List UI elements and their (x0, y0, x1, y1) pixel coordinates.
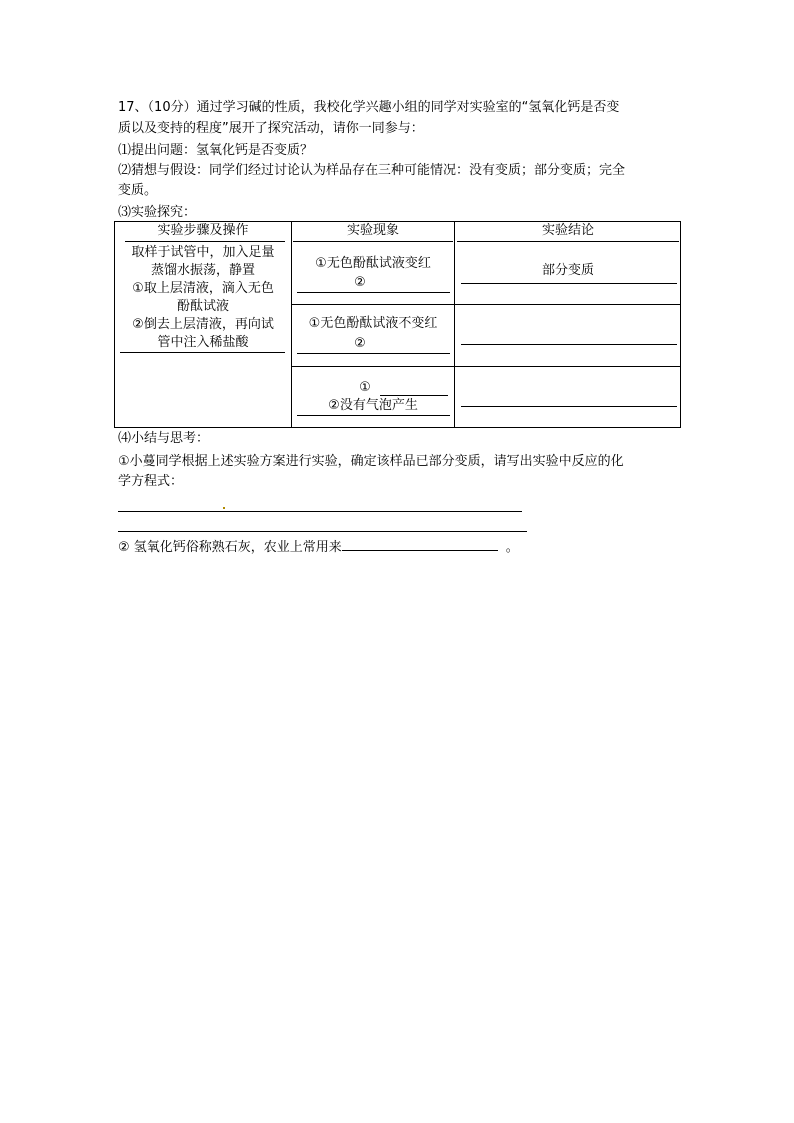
table-header-phenomenon: 实验现象 (346, 223, 399, 238)
table-divider-col-2 (454, 222, 455, 427)
summary-prompt-2-period: 。 (505, 540, 519, 555)
table-header-procedure: 实验步骤及操作 (157, 223, 249, 238)
row3-answer-blank[interactable] (380, 395, 448, 396)
stray-mark (223, 507, 225, 509)
row1-conclusion-underline (461, 283, 677, 284)
header-underline-1 (125, 241, 285, 242)
procedure-line-4: 酚酞试液 (176, 299, 229, 314)
header-underline-2 (293, 241, 453, 242)
row-separator-1 (291, 304, 681, 305)
row2-answer-blank[interactable] (297, 353, 450, 354)
row3-conclusion-blank[interactable] (461, 406, 677, 407)
row3-phenomenon-1: ① (359, 380, 371, 395)
row1-conclusion: 部分变质 (541, 263, 594, 278)
row3-phenomenon-2: ②没有气泡产生 (328, 398, 418, 413)
row2-conclusion-blank[interactable] (461, 344, 677, 345)
procedure-line-2: 蒸馏水振荡，静置 (150, 263, 255, 278)
row2-phenomenon-1: ①无色酚酞试液不变红 (308, 316, 438, 331)
summary-prompt-1-line-1: ①小蔓同学根据上述实验方案进行实验，确定该样品已部分变质，请写出实验中反应的化 (118, 454, 624, 469)
table-header-conclusion: 实验结论 (541, 223, 594, 238)
procedure-line-3: ①取上层清液，滴入无色 (132, 281, 274, 296)
summary-prompt-2-text: ② 氢氧化钙俗称熟石灰，农业上常用来 (118, 540, 342, 555)
row1-phenomenon-1: ①无色酚酞试液变红 (315, 256, 431, 271)
step-2-text-line-2: 变质。 (118, 183, 158, 198)
row2-phenomenon-2: ② (354, 336, 366, 351)
usage-answer-blank[interactable] (342, 536, 498, 551)
equation-answer-line-2[interactable] (118, 531, 527, 532)
question-line-2: 质以及变持的程度”展开了探究活动，请你一同参与： (118, 121, 424, 136)
procedure-line-1: 取样于试管中，加入足量 (131, 245, 275, 260)
row1-phenomenon-2: ② (354, 275, 366, 290)
procedure-line-5: ②倒去上层清液，再向试 (132, 317, 274, 332)
procedure-underline (120, 352, 285, 353)
step-2-text-line-1: ⑵猜想与假设：同学们经过讨论认为样品存在三种可能情况：没有变质；部分变质；完全 (118, 163, 626, 178)
experiment-table (114, 221, 681, 428)
summary-title: ⑷小结与思考： (118, 431, 210, 446)
question-line-1: 17、（10分）通过学习碱的性质，我校化学兴趣小组的同学对实验室的“氢氧化钙是否变 (118, 100, 620, 115)
row3-phenomenon-underline (297, 415, 450, 416)
procedure-line-6: 管中注入稀盐酸 (157, 335, 249, 350)
header-underline-3 (457, 241, 679, 242)
summary-prompt-1-line-2: 学方程式： (118, 474, 184, 489)
equation-answer-line-1[interactable] (118, 511, 522, 512)
summary-prompt-2 (118, 536, 519, 558)
row-separator-2 (291, 366, 681, 367)
step-3-text: ⑶实验探究： (118, 205, 197, 220)
row1-answer-blank[interactable] (297, 292, 450, 293)
step-1-text: ⑴提出问题：氢氧化钙是否变质？ (118, 143, 314, 158)
